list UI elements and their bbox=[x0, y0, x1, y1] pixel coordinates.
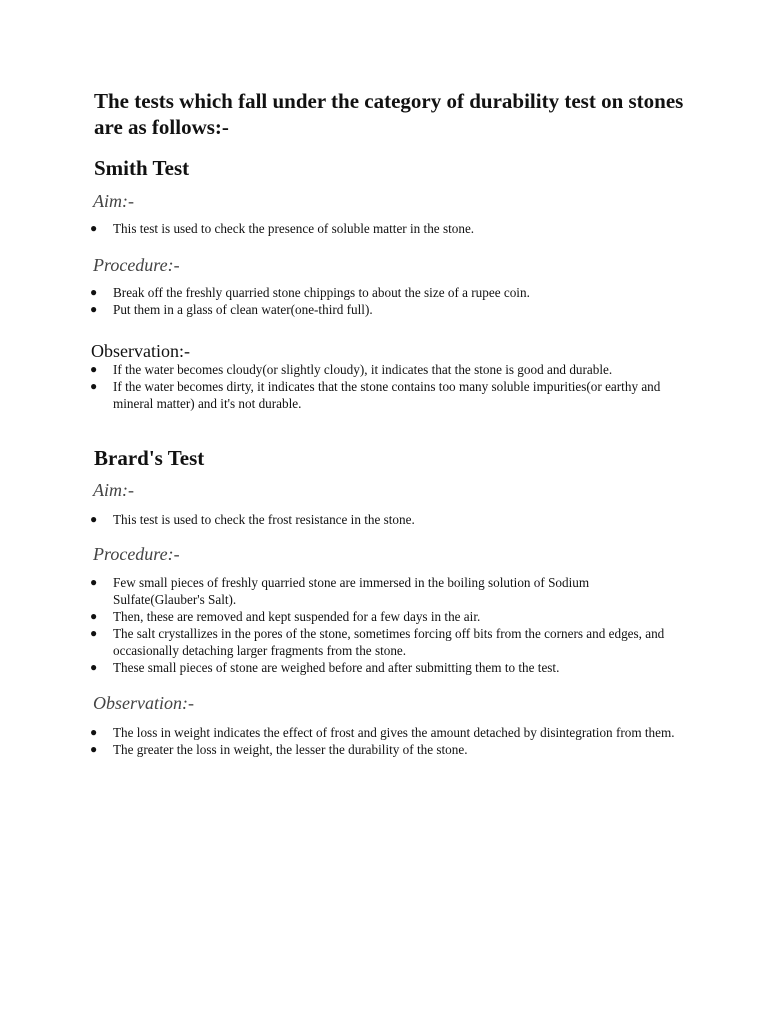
list-item bbox=[90, 724, 680, 741]
bullet-icon: ● bbox=[90, 379, 98, 393]
bullet-icon: ● bbox=[90, 512, 98, 526]
brard-test-title: Brard's Test bbox=[94, 446, 205, 470]
list-item-text: Break off the freshly quarried stone chippings to about the size of a rupee coin. bbox=[113, 285, 530, 300]
smith-observation-list bbox=[90, 361, 680, 412]
bullet-icon: ● bbox=[90, 609, 98, 623]
bullet-icon: ● bbox=[90, 302, 98, 316]
list-item-text: Then, these are removed and kept suspended for a few days in the air. bbox=[113, 609, 481, 624]
list-item-text: The greater the loss in weight, the lesser the durability of the stone. bbox=[113, 742, 468, 757]
list-item-text: If the water becomes dirty, it indicates that the stone contains too many soluble impurities(or earthy and mineral matter) and it's not durable. bbox=[113, 379, 661, 411]
list-item bbox=[90, 220, 680, 237]
smith-aim-list bbox=[90, 220, 680, 237]
list-item bbox=[90, 378, 680, 412]
list-item bbox=[90, 361, 680, 378]
list-item-text: If the water becomes cloudy(or slightly cloudy), it indicates that the stone is good and durable. bbox=[113, 362, 613, 377]
smith-procedure-list bbox=[90, 284, 680, 318]
list-item bbox=[90, 301, 680, 318]
list-item bbox=[90, 574, 680, 608]
list-item bbox=[90, 511, 680, 528]
page-heading: The tests which fall under the category of durability test on stones are as follows:- bbox=[94, 89, 684, 139]
smith-test-title: Smith Test bbox=[94, 156, 190, 180]
bullet-icon: ● bbox=[90, 285, 98, 299]
list-item bbox=[90, 741, 680, 758]
smith-aim-label: Aim:- bbox=[93, 191, 134, 211]
bullet-icon: ● bbox=[90, 660, 98, 674]
brard-observation-list bbox=[90, 724, 680, 758]
list-item bbox=[90, 659, 680, 676]
list-item-text: Few small pieces of freshly quarried stone are immersed in the boiling solution of Sodium Sulfate(Glauber's Salt). bbox=[113, 575, 590, 607]
brard-procedure-list bbox=[90, 574, 680, 676]
list-item-text: The loss in weight indicates the effect of frost and gives the amount detached by disintegration from them. bbox=[113, 725, 675, 740]
brard-aim-label: Aim:- bbox=[93, 480, 134, 500]
smith-procedure-label: Procedure:- bbox=[93, 255, 180, 275]
brard-procedure-label: Procedure:- bbox=[93, 544, 180, 564]
list-item bbox=[90, 625, 680, 659]
list-item-text: These small pieces of stone are weighed before and after submitting them to the test. bbox=[113, 660, 560, 675]
bullet-icon: ● bbox=[90, 725, 98, 739]
list-item-text: The salt crystallizes in the pores of the stone, sometimes forcing off bits from the corners and edges, and occasionally detaching larger fragments from the stone. bbox=[113, 626, 665, 658]
list-item bbox=[90, 284, 680, 301]
brard-aim-list bbox=[90, 511, 680, 528]
brard-observation-label: Observation:- bbox=[93, 693, 194, 713]
list-item-text: Put them in a glass of clean water(one-third full). bbox=[113, 302, 373, 317]
bullet-icon: ● bbox=[90, 626, 98, 640]
list-item-text: This test is used to check the frost resistance in the stone. bbox=[113, 512, 415, 527]
list-item-text: This test is used to check the presence of soluble matter in the stone. bbox=[113, 221, 475, 236]
bullet-icon: ● bbox=[90, 742, 98, 756]
bullet-icon: ● bbox=[90, 221, 98, 235]
list-item bbox=[90, 608, 680, 625]
smith-observation-label: Observation:- bbox=[91, 341, 190, 361]
bullet-icon: ● bbox=[90, 362, 98, 376]
bullet-icon: ● bbox=[90, 575, 98, 589]
